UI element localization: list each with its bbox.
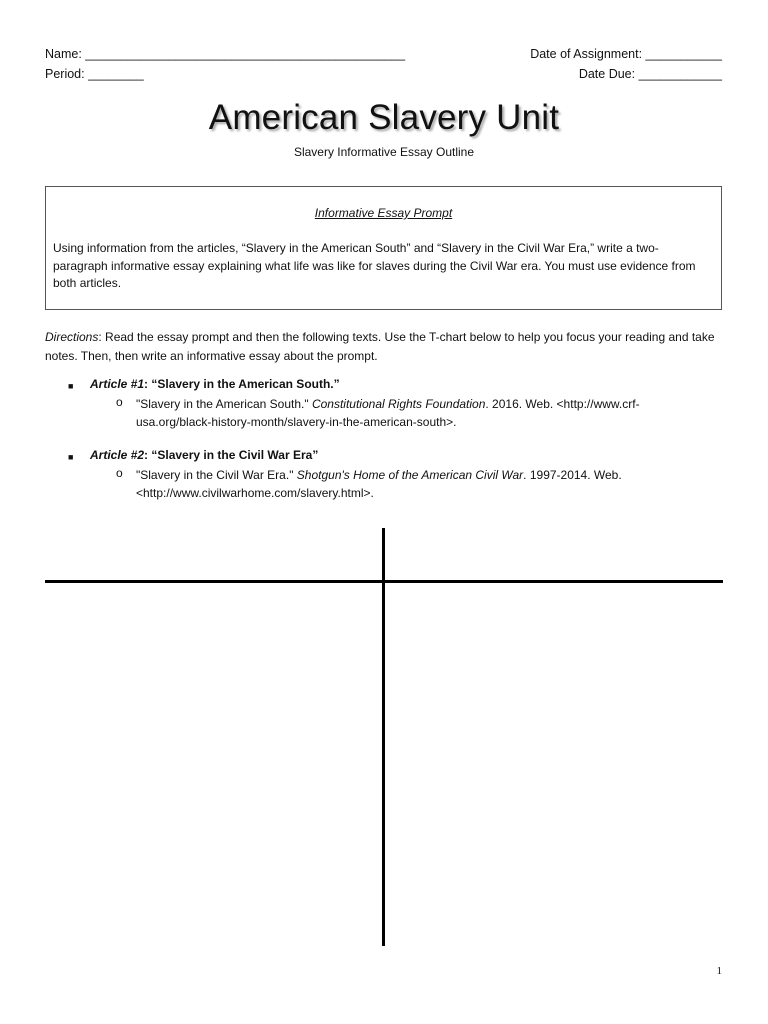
article-1-cite-source: Constitutional Rights Foundation (311, 397, 486, 411)
article-2-cite-source: Shotgun's Home of the American Civil War (296, 468, 524, 482)
bullet-square-icon: ■ (68, 452, 74, 462)
article-1-heading (90, 377, 340, 391)
article-1-citation (136, 395, 696, 431)
article-2-cite-suffix: . 1997-2014. Web. <http://www.civilwarhome.com/slavery.html>. (136, 468, 622, 500)
period-field-label: Period: ________ (45, 67, 144, 81)
t-chart-vertical-line (382, 528, 385, 946)
date-due-label: Date Due: ____________ (578, 67, 722, 81)
article-1-cite-suffix: . 2016. Web. <http://www.crf-usa.org/black-history-month/slavery-in-the-american-south>. (136, 397, 640, 429)
page-subtitle: Slavery Informative Essay Outline (293, 145, 475, 159)
directions-label: Directions (45, 330, 99, 344)
name-field-label: Name: ______________________________________________ (45, 47, 406, 61)
page-number: 1 (716, 965, 722, 977)
article-2-title: : “Slavery in the Civil War Era” (144, 448, 319, 462)
article-2-label: Article #2 (90, 448, 145, 462)
page-title: American Slavery Unit (208, 98, 560, 137)
article-1-cite-prefix: "Slavery in the American South." (136, 397, 312, 411)
bullet-square-icon: ■ (68, 381, 74, 391)
article-1-label: Article #1 (90, 377, 145, 391)
article-2-citation (136, 466, 696, 502)
essay-prompt-box (45, 186, 722, 310)
directions-text: : Read the essay prompt and then the following texts. Use the T-chart below to help you focus your reading and take notes. Then, then write an informative essay about the prompt. (45, 330, 715, 363)
sub-bullet-circle-icon: o (116, 466, 123, 480)
date-of-assignment-label: Date of Assignment: ___________ (530, 47, 722, 61)
prompt-text: Using information from the articles, “Slavery in the American South” and “Slavery in the Civil War Era,” write a two-paragraph informative essay explaining what life was like for slaves during the Civil War era. You must use evidence from both articles. (53, 241, 696, 290)
article-2-heading (90, 448, 318, 462)
article-1-title: : “Slavery in the American South.” (144, 377, 340, 391)
article-2-cite-prefix: "Slavery in the Civil War Era." (136, 468, 297, 482)
sub-bullet-circle-icon: o (116, 395, 123, 409)
directions-paragraph (45, 328, 725, 366)
prompt-heading: Informative Essay Prompt (314, 206, 453, 220)
